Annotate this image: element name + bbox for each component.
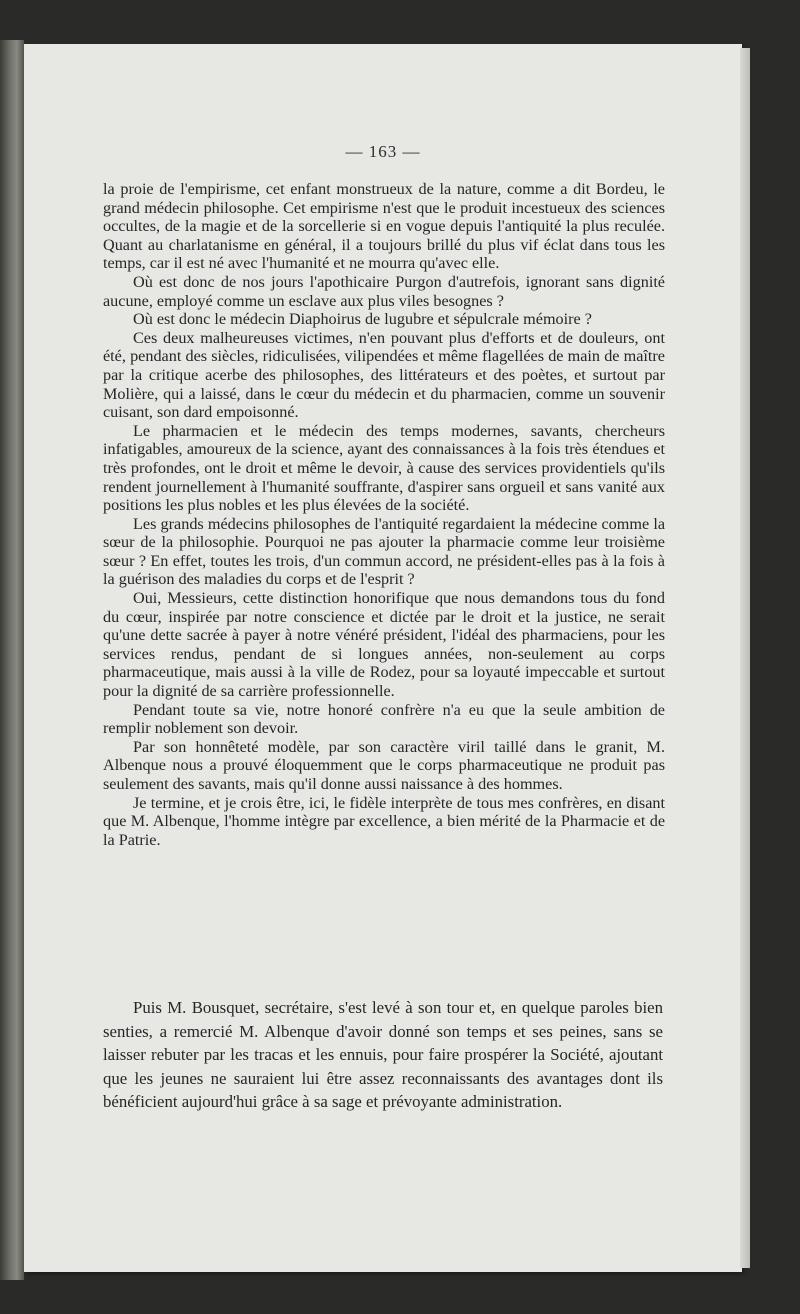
- page-number: — 163 —: [345, 142, 421, 161]
- paragraph: Les grands médecins philosophes de l'antiquité regardaient la médecine comme la sœur de la philosophie. Pourquoi ne pas ajouter la pharmacie comme leur troisième sœur ? En effet, toutes les trois, d'un commun accord, ne président-elles pas à la fois à la guérison des maladies du corps et de l'esprit ?: [103, 514, 665, 589]
- page-edge: [740, 48, 750, 1268]
- main-text: [103, 180, 665, 849]
- paragraph: Je termine, et je crois être, ici, le fidèle interprète de tous mes confrères, en disant que M. Albenque, l'homme intègre par excellence, a bien mérité de la Pharmacie et de la Patrie.: [103, 793, 665, 849]
- paragraph: Où est donc le médecin Diaphoirus de lugubre et sépulcrale mémoire ?: [133, 310, 592, 329]
- paragraph: Le pharmacien et le médecin des temps modernes, savants, chercheurs infatigables, amoureux de la science, ayant des connaissances à la fois très étendues et très profondes, ont le droit et même le devoir, à cause des services providentiels qu'ils rendent journellement à l'humanité souffrante, d'aspirer sans orgueil et sans vanité aux positions les plus nobles et les plus élevées de la société.: [103, 421, 665, 515]
- closing-text: [103, 996, 663, 1114]
- closing-paragraph: Puis M. Bousquet, secrétaire, s'est levé à son tour et, en quelque paroles bien senties, a remercié M. Albenque d'avoir donné son temps et ses peines, sans se laisser rebuter par les tracas et les ennuis, pour faire prospérer la Société, ajoutant que les jeunes ne sauraient lui être assez reconnaissants des avantages dont ils bénéficient aujourd'hui grâce à sa sage et prévoyante administration.: [103, 998, 663, 1111]
- paragraph: Où est donc de nos jours l'apothicaire Purgon d'autrefois, ignorant sans dignité aucune, employé comme un esclave aux plus viles besognes ?: [103, 272, 665, 310]
- paragraph: Ces deux malheureuses victimes, n'en pouvant plus d'efforts et de douleurs, ont été, pendant des siècles, ridiculisées, vilipendées et même flagellées de main de maître par la critique acerbe des philosophes, des littérateurs et des poètes, et surtout par Molière, qui a laissé, dans le cœur du médecin et du pharmacien, comme un souvenir cuisant, son dard empoisonné.: [103, 328, 665, 422]
- paragraph: la proie de l'empirisme, cet enfant monstrueux de la nature, comme a dit Bordeu, le grand médecin philosophe. Cet empirisme n'est que le produit incestueux des sciences occultes, de la magie et de la sorcellerie si en vogue depuis l'antiquité la plus reculée. Quant au charlatanisme en général, il a toujours brillé du plus vif éclat dans tous les temps, car il est né avec l'humanité et ne mourra qu'avec elle.: [103, 180, 665, 273]
- paragraph: Pendant toute sa vie, notre honoré confrère n'a eu que la seule ambition de remplir noblement son devoir.: [103, 700, 665, 738]
- paragraph: Par son honnêteté modèle, par son caractère viril taillé dans le granit, M. Albenque nous a prouvé éloquemment que le corps pharmaceutique ne produit pas seulement des savants, mais qu'il donne aussi naissance à des hommes.: [103, 737, 665, 793]
- book-binding: [0, 40, 24, 1280]
- paragraph: Oui, Messieurs, cette distinction honorifique que nous demandons tous du fond du cœur, inspirée par notre conscience et dictée par le droit et la justice, ne serait qu'une dette sacrée à payer à notre vénéré président, l'idéal des pharmaciens, pour les services rendus, pendant de si longues années, non-seulement au corps pharmaceutique, mais aussi à la ville de Rodez, pour sa loyauté impeccable et surtout pour la dignité de sa carrière professionnelle.: [103, 589, 665, 701]
